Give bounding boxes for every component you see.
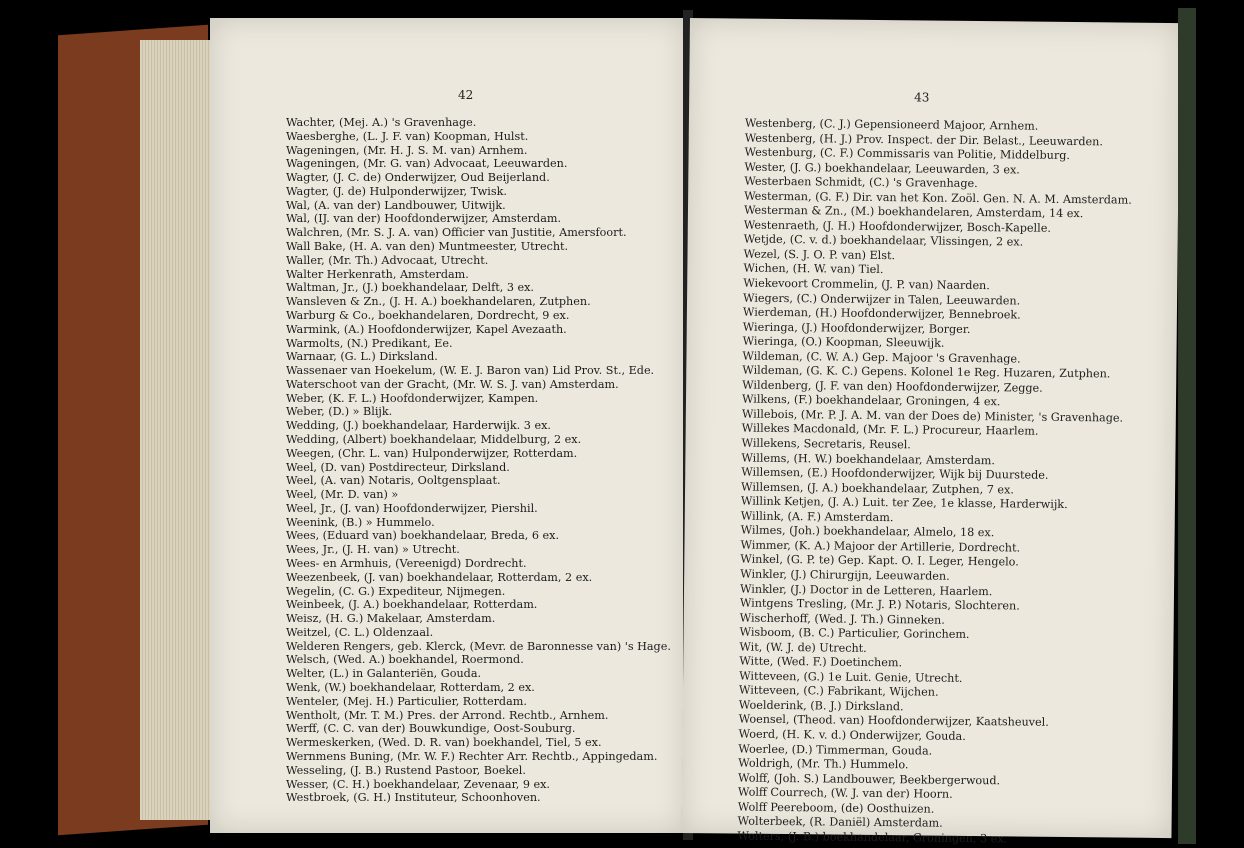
list-item: Wermeskerken, (Wed. D. R. van) boekhandel, Tiel, 5 ex.	[286, 736, 602, 750]
list-item: Warnaar, (G. L.) Dirksland.	[286, 350, 438, 364]
list-item: Wezel, (S. J. O. P. van) Elst.	[743, 247, 896, 263]
list-item: Weisz, (H. G.) Makelaar, Amsterdam.	[286, 612, 496, 626]
page-number-right: 43	[914, 90, 930, 105]
list-item: Willemsen, (E.) Hoofdonderwijzer, Wijk bij Duurstede.	[741, 465, 1049, 482]
list-item: Wildeman, (G. K. C.) Gepens. Kolonel 1e Reg. Huzaren, Zutphen.	[742, 363, 1111, 381]
list-item: Waller, (Mr. Th.) Advocaat, Utrecht.	[286, 253, 489, 267]
list-item: Westenburg, (C. F.) Commissaris van Politie, Middelburg.	[744, 145, 1071, 163]
list-item: Wal, (A. van der) Landbouwer, Uitwijk.	[286, 198, 506, 212]
list-item: Winkel, (G. P. te) Gep. Kapt. O. I. Leger, Hengelo.	[740, 552, 1019, 569]
list-item: Wall Bake, (H. A. van den) Muntmeester, Utrecht.	[286, 240, 569, 254]
list-item: Wieringa, (J.) Hoofdonderwijzer, Borger.	[742, 320, 971, 336]
list-item: Woerd, (H. K. v. d.) Onderwijzer, Gouda.	[738, 727, 966, 743]
list-item: Westenberg, (C. J.) Gepensioneerd Majoor, Arnhem.	[744, 116, 1039, 133]
list-item: Woerlee, (D.) Timmerman, Gouda.	[738, 742, 933, 758]
list-item: Weel, (A. van) Notaris, Ooltgensplaat.	[286, 474, 501, 488]
left-page	[210, 18, 685, 833]
list-item: Waltman, Jr., (J.) boekhandelaar, Delft, 3 ex.	[286, 281, 534, 295]
list-item: Wageningen, (Mr. H. J. S. M. van) Arnhem.	[286, 143, 528, 157]
list-item: Wisboom, (B. C.) Particulier, Gorinchem.	[739, 625, 970, 642]
list-item: Willink, (A. F.) Amsterdam.	[740, 509, 894, 524]
list-item: Weezenbeek, (J. van) boekhandelaar, Rotterdam, 2 ex.	[286, 570, 593, 584]
list-item: Weel, (Mr. D. van) »	[286, 488, 399, 502]
list-item: Wedding, (J.) boekhandelaar, Harderwijk. 3 ex.	[286, 419, 551, 433]
list-item: Wachter, (Mej. A.) 's Gravenhage.	[286, 116, 477, 129]
list-item: Willekes Macdonald, (Mr. F. L.) Procureur, Haarlem.	[741, 422, 1039, 439]
list-item: Willink Ketjen, (J. A.) Luit. ter Zee, 1e klasse, Harderwijk.	[740, 494, 1068, 512]
list-item: Willekens, Secretaris, Reusel.	[741, 436, 911, 452]
list-item: Wees, (Eduard van) boekhandelaar, Breda, 6 ex.	[286, 529, 560, 543]
list-item: Witteveen, (C.) Fabrikant, Wijchen.	[738, 683, 939, 699]
list-item: Wischerhoff, (Wed. J. Th.) Ginneken.	[739, 611, 945, 627]
list-item: Wintgens Tresling, (Mr. J. P.) Notaris, Slochteren.	[739, 596, 1020, 613]
list-item: Wiekevoort Crommelin, (J. P. van) Naarden.	[743, 276, 990, 293]
list-item: Wees, Jr., (J. H. van) » Utrecht.	[286, 543, 460, 557]
list-item: Wageningen, (Mr. G. van) Advocaat, Leeuwarden.	[286, 157, 568, 171]
list-item: Wit, (W. J. de) Utrecht.	[739, 640, 867, 655]
list-item: Winkler, (J.) Doctor in de Letteren, Haarlem.	[739, 582, 993, 598]
list-item: Wilmes, (Joh.) boekhandelaar, Almelo, 18 ex.	[740, 523, 995, 540]
list-item: Wesseling, (J. B.) Rustend Pastoor, Boekel.	[286, 763, 526, 777]
list-item: Wentholt, (Mr. T. M.) Pres. der Arrond. Rechtb., Arnhem.	[286, 708, 609, 722]
entry-list-right	[737, 117, 1132, 848]
list-item: Woensel, (Theod. van) Hoofdonderwijzer, Kaatsheuvel.	[738, 712, 1049, 730]
list-item: Wolters, (J. B.) boekhandelaar, Groningen, 3 ex.	[737, 829, 1008, 846]
list-item: Westenberg, (H. J.) Prov. Inspect. der Dir. Belast., Leeuwarden.	[744, 131, 1104, 148]
list-item: Wildeman, (C. W. A.) Gep. Majoor 's Gravenhage.	[742, 349, 1021, 366]
list-item: Weel, (D. van) Postdirecteur, Dirksland.	[286, 460, 510, 474]
list-item: Wagter, (J. C. de) Onderwijzer, Oud Beijerland.	[286, 171, 550, 185]
list-item: Witteveen, (G.) 1e Luit. Genie, Utrecht.	[739, 669, 963, 685]
list-item: Wal, (IJ. van der) Hoofdonderwijzer, Amsterdam.	[286, 212, 562, 226]
list-item: Wenk, (W.) boekhandelaar, Rotterdam, 2 ex.	[286, 681, 535, 695]
list-item: Warmink, (A.) Hoofdonderwijzer, Kapel Avezaath.	[286, 322, 567, 336]
list-item: Walter Herkenrath, Amsterdam.	[286, 267, 469, 281]
list-item: Wassenaer van Hoekelum, (W. E. J. Baron van) Lid Prov. St., Ede.	[286, 364, 655, 378]
list-item: Wester, (J. G.) boekhandelaar, Leeuwarden, 3 ex.	[744, 160, 1020, 177]
list-item: Wesser, (C. H.) boekhandelaar, Zevenaar, 9 ex.	[286, 777, 550, 791]
list-item: Weitzel, (C. L.) Oldenzaal.	[286, 625, 434, 639]
list-item: Wieringa, (O.) Koopman, Sleeuwijk.	[742, 334, 945, 350]
list-item: Wiegers, (C.) Onderwijzer in Talen, Leeuwarden.	[743, 291, 1021, 308]
list-item: Waterschoot van der Gracht, (Mr. W. S. J. van) Amsterdam.	[286, 377, 619, 391]
right-page	[681, 18, 1180, 846]
list-item: Westerman, (G. F.) Dir. van het Kon. Zoöl. Gen. N. A. M. Amsterdam.	[744, 189, 1132, 207]
list-item: Wolff Peereboom, (de) Oosthuizen.	[737, 800, 935, 816]
list-item: Wenteler, (Mej. H.) Particulier, Rotterdam.	[286, 694, 527, 708]
list-item: Wolff Courrech, (W. J. van der) Hoorn.	[737, 785, 953, 801]
list-item: Welter, (L.) in Galanteriën, Gouda.	[286, 667, 482, 681]
list-item: Warmolts, (N.) Predikant, Ee.	[286, 336, 453, 350]
list-item: Wolterbeek, (R. Daniël) Amsterdam.	[737, 814, 943, 830]
list-item: Wetjde, (C. v. d.) boekhandelaar, Vlissingen, 2 ex.	[743, 232, 1024, 249]
page-number-left: 42	[458, 88, 474, 102]
page-stack-edge	[140, 40, 215, 820]
list-item: Weber, (K. F. L.) Hoofdonderwijzer, Kampen.	[286, 391, 539, 405]
list-item: Wilkens, (F.) boekhandelaar, Groningen, 4 ex.	[741, 392, 1001, 409]
list-item: Wolff, (Joh. S.) Landbouwer, Beekbergerwoud.	[737, 771, 1001, 787]
list-item: Woelderink, (B. J.) Dirksland.	[738, 698, 904, 714]
list-item: Westerbaen Schmidt, (C.) 's Gravenhage.	[744, 174, 978, 191]
list-item: Walchren, (Mr. S. J. A. van) Officier van Justitie, Amersfoort.	[286, 226, 627, 240]
list-item: Wansleven & Zn., (J. H. A.) boekhandelaren, Zutphen.	[286, 295, 591, 309]
list-item: Witte, (Wed. F.) Doetinchem.	[739, 654, 903, 670]
entry-list-left	[286, 116, 671, 805]
list-item: Westenraeth, (J. H.) Hoofdonderwijzer, Bosch-Kapelle.	[743, 218, 1051, 235]
list-item: Westerman & Zn., (M.) boekhandelaren, Amsterdam, 14 ex.	[743, 203, 1084, 221]
list-item: Winkler, (J.) Chirurgijn, Leeuwarden.	[740, 567, 950, 583]
list-item: Wegelin, (C. G.) Expediteur, Nijmegen.	[286, 584, 506, 598]
list-item: Willebois, (Mr. P. J. A. M. van der Does de) Minister, 's Gravenhage.	[741, 407, 1124, 425]
list-item: Weber, (D.) » Blijk.	[286, 405, 393, 419]
list-item: Warburg & Co., boekhandelaren, Dordrecht, 9 ex.	[286, 308, 570, 322]
list-item: Wierdeman, (H.) Hoofdonderwijzer, Bennebroek.	[742, 305, 1021, 322]
list-item: Werff, (C. C. van der) Bouwkundige, Oost-Souburg.	[286, 722, 576, 736]
list-item: Waesberghe, (L. J. F. van) Koopman, Hulst.	[286, 129, 529, 143]
list-item: Weegen, (Chr. L. van) Hulponderwijzer, Rotterdam.	[286, 446, 578, 460]
list-item: Weel, Jr., (J. van) Hoofdonderwijzer, Piershil.	[286, 501, 538, 515]
list-item: Wagter, (J. de) Hulponderwijzer, Twisk.	[286, 184, 507, 198]
list-item: Wedding, (Albert) boekhandelaar, Middelburg, 2 ex.	[286, 432, 582, 446]
list-item: Wernmens Buning, (Mr. W. F.) Rechter Arr. Rechtb., Appingedam.	[286, 749, 658, 763]
list-item: Woldrigh, (Mr. Th.) Hummelo.	[738, 756, 909, 772]
list-item: Welderen Rengers, geb. Klerck, (Mevr. de Baronnesse van) 's Hage.	[286, 639, 671, 653]
list-item: Wimmer, (K. A.) Majoor der Artillerie, Dordrecht.	[740, 538, 1021, 555]
list-item: Wildenberg, (J. F. van den) Hoofdonderwijzer, Zegge.	[742, 378, 1043, 395]
list-item: Weinbeek, (J. A.) boekhandelaar, Rotterdam.	[286, 598, 538, 612]
list-item: Willemsen, (J. A.) boekhandelaar, Zutphen, 7 ex.	[741, 480, 1014, 497]
list-item: Welsch, (Wed. A.) boekhandel, Roermond.	[286, 653, 524, 667]
list-item: Wichen, (H. W. van) Tiel.	[743, 262, 884, 277]
list-item: Willems, (H. W.) boekhandelaar, Amsterdam.	[741, 451, 996, 467]
list-item: Weenink, (B.) » Hummelo.	[286, 515, 435, 529]
book-cover-edge-right	[1178, 8, 1196, 844]
list-item: Wees- en Armhuis, (Vereenigd) Dordrecht.	[286, 557, 527, 570]
list-item: Westbroek, (G. H.) Instituteur, Schoonhoven.	[286, 791, 541, 805]
